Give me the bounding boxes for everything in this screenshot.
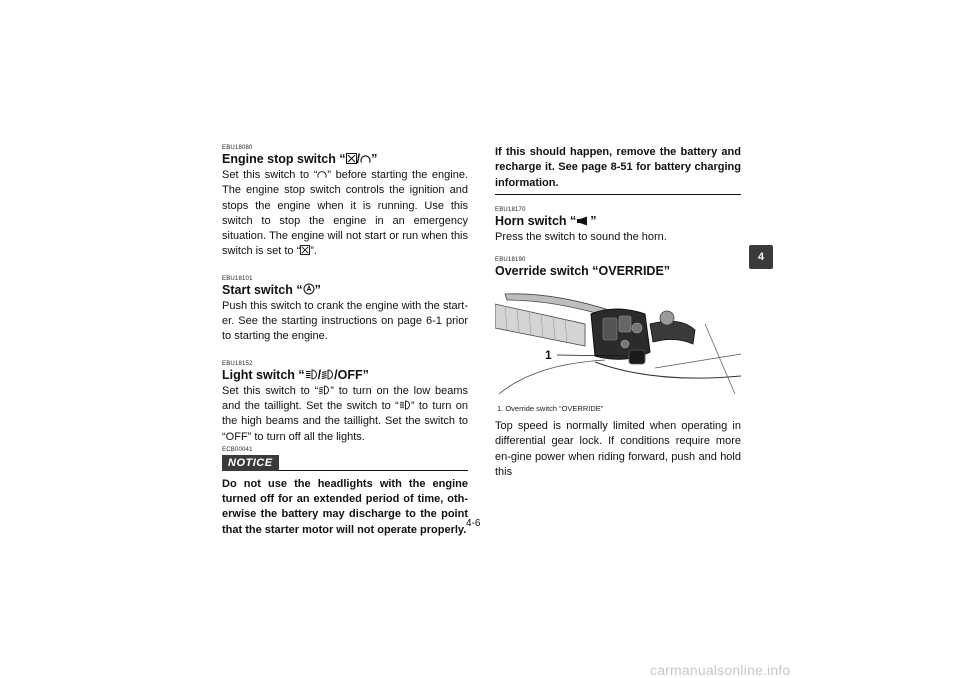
notice-text: Do not use the headlights with the engine turned off for an extended period of time, oth-erwise the battery may discharge to the point that the starter motor will not operate properly. <box>222 477 468 536</box>
section-code: EBU18170 <box>495 206 526 213</box>
horn-title: Horn switch “ ” <box>495 213 597 228</box>
notice-badge: NOTICE <box>222 455 279 471</box>
low-beam-icon <box>321 369 334 380</box>
override-section <box>495 257 741 480</box>
start-switch-section <box>222 276 468 345</box>
start-switch-body: Push this switch to crank the engine with the start-er. See the starting instructions on page 6-1 prior to starting the engine. <box>222 299 468 343</box>
notice-continued-text: If this should happen, remove the battery and recharge it. See page 8-51 for battery charging information. <box>495 146 741 189</box>
override-body: Top speed is normally limited when operating in differential gear lock. If conditions require more en-gine power when riding forward, push and hold this <box>495 420 741 479</box>
start-switch-icon <box>303 283 315 295</box>
horn-icon <box>576 216 590 226</box>
engine-stop-body: Set this switch to “ ” before starting the engine. The engine stop switch controls the ignition and stops the engine when it is running. Use this switch to stop the engine in an emergency situation. The engine will not start or run when this switch is set to “ ”. <box>222 169 468 258</box>
engine-run-icon <box>360 153 371 164</box>
engine-stop-off-icon <box>300 245 310 255</box>
section-code: EBU18101 <box>222 275 253 282</box>
high-beam-icon <box>305 369 318 380</box>
notice-header <box>222 455 468 471</box>
horn-section <box>495 207 741 245</box>
engine-stop-section <box>222 145 468 260</box>
chapter-tab: 4 <box>749 245 773 269</box>
left-column <box>222 145 468 538</box>
section-code: ECB00041 <box>222 446 253 453</box>
high-beam-icon <box>399 400 411 410</box>
notice-divider <box>279 470 468 471</box>
page-number: 4-6 <box>466 518 481 529</box>
section-code: EBU18080 <box>222 145 253 151</box>
light-switch-title: Light switch “ / /OFF” <box>222 367 369 382</box>
start-switch-title: Start switch “ ” <box>222 282 321 297</box>
callout-number: 1 <box>545 348 552 363</box>
engine-stop-off-icon <box>346 153 357 164</box>
low-beam-icon <box>318 385 330 395</box>
section-code: EBU18190 <box>495 257 526 264</box>
light-switch-section <box>222 361 468 445</box>
handlebar-switch-photo <box>495 284 741 394</box>
section-code: EBU18152 <box>222 360 253 367</box>
light-switch-body: Set this switch to “ ” to turn on the low beams and the taillight. Set the switch to “ ” to turn on the high beams and the taillight. Set the switch to “OFF” to turn off all the lights. <box>222 384 468 443</box>
engine-stop-title: Engine stop switch “ / ” <box>222 152 378 166</box>
notice-section <box>222 447 468 538</box>
right-column <box>495 145 741 480</box>
horn-body: Press the switch to sound the horn. <box>495 230 667 243</box>
watermark: carmanualsonline.info <box>650 662 791 678</box>
engine-run-icon <box>317 169 327 179</box>
photo-caption: 1. Override switch “OVERRIDE” <box>497 404 604 414</box>
override-title: Override switch “OVERRIDE” <box>495 264 671 279</box>
